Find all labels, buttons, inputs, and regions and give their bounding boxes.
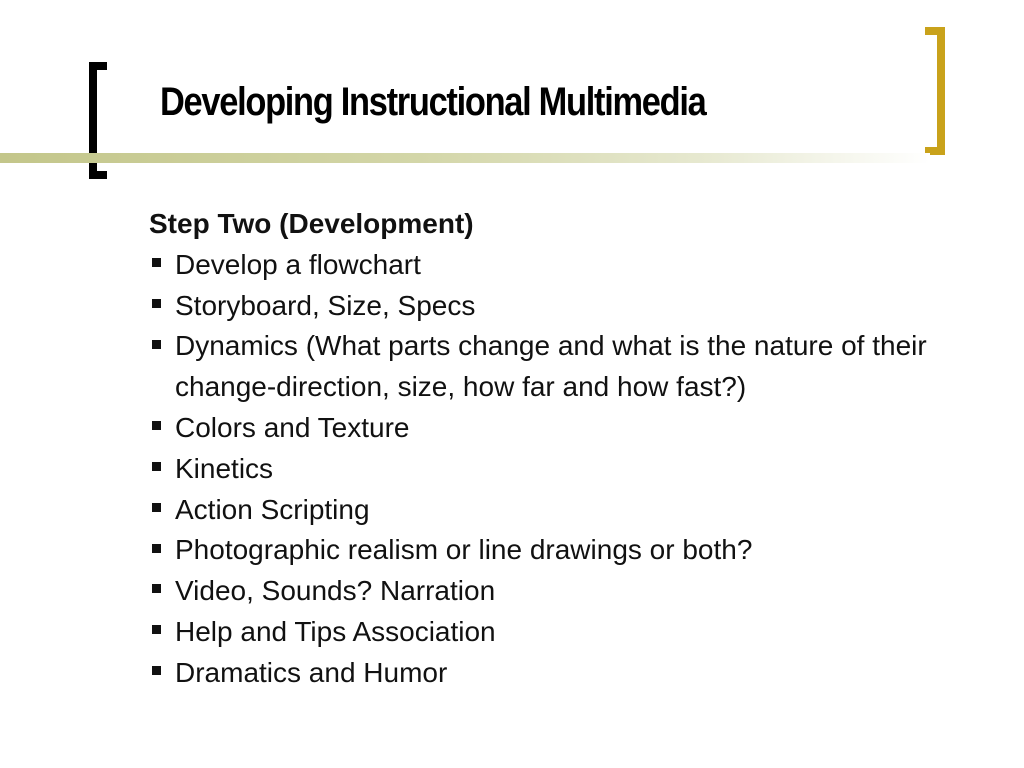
bullet-text: Dramatics and Humor [175,656,448,688]
square-bullet-icon [152,490,161,531]
square-bullet-icon [152,530,161,571]
bullet-item [149,326,950,408]
bullet-text: Develop a flowchart [175,248,421,280]
bullet-text: Colors and Texture [175,411,410,443]
square-bullet-icon [152,571,161,612]
step-heading: Step Two (Development) [149,208,474,239]
right-bracket-decoration [925,27,945,155]
bullet-text: Kinetics [175,452,274,484]
square-bullet-icon [152,326,161,367]
bullet-item [149,571,950,612]
bullet-item [149,530,950,571]
bullet-text: Video, Sounds? Narration [175,575,496,607]
bullet-item [149,653,950,694]
bullet-text: Photographic realism or line drawings or both? [175,534,753,566]
bullet-list [149,245,949,694]
bullet-item [149,408,950,449]
square-bullet-icon [152,286,161,327]
bullet-item [149,449,950,490]
bullet-text: Action Scripting [175,493,370,525]
bullet-item [149,612,950,653]
square-bullet-icon [152,408,161,449]
square-bullet-icon [152,653,161,694]
bullet-item [149,286,950,327]
square-bullet-icon [152,245,161,286]
slide-title: Developing Instructional Multimedia [160,80,706,124]
title-underline-rule [0,153,930,163]
bullet-item [149,245,950,286]
slide-body [149,204,949,694]
bullet-text: Dynamics (What parts change and what is the nature of their change-direction, size, how far and how fast?) [175,330,927,403]
bullet-item [149,490,950,531]
bullet-text: Storyboard, Size, Specs [175,289,476,321]
bullet-text: Help and Tips Association [175,615,496,647]
square-bullet-icon [152,612,161,653]
square-bullet-icon [152,449,161,490]
